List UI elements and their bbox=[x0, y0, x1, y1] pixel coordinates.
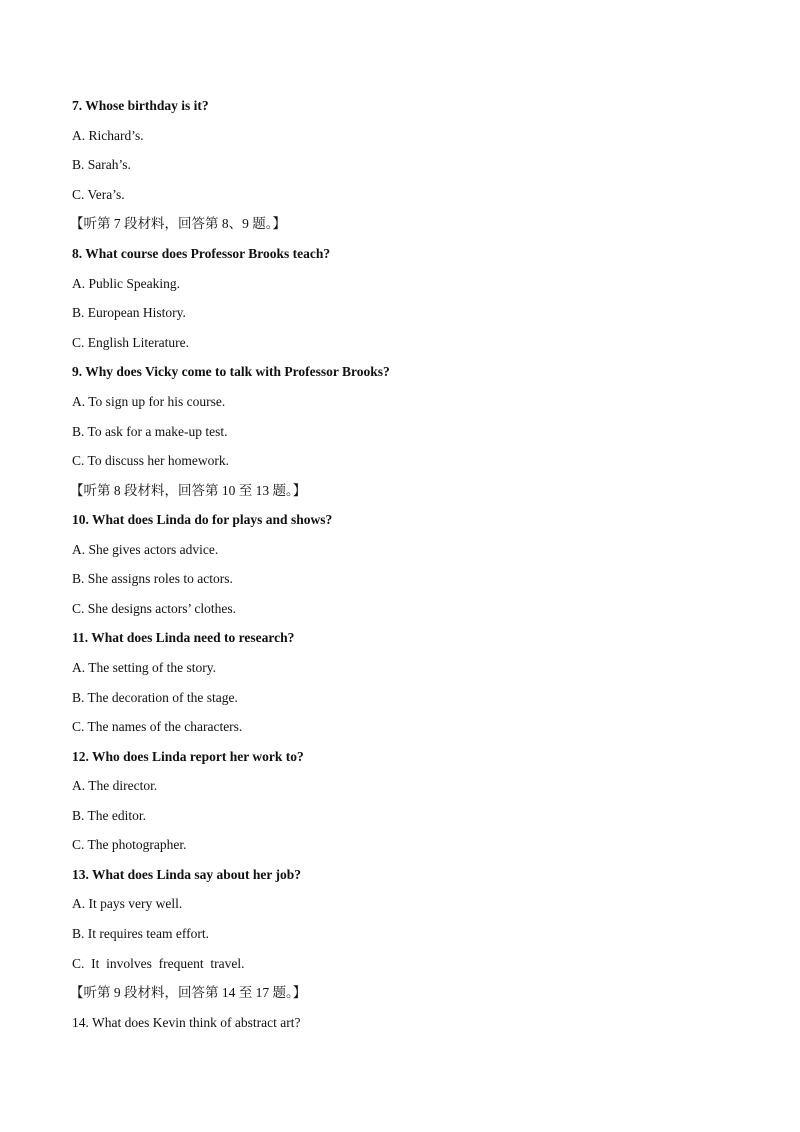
section-heading-9: 【听第 9 段材料，回答第 14 至 17 题。】 bbox=[70, 985, 307, 1000]
option-13c: C. It involves frequent travel. bbox=[72, 956, 245, 971]
option-13a: A. It pays very well. bbox=[72, 896, 183, 911]
option-8c: C. English Literature. bbox=[72, 335, 189, 350]
question-13: 13. What does Linda say about her job? bbox=[72, 867, 302, 882]
section-heading-7: 【听第 7 段材料，回答第 8、9 题。】 bbox=[70, 216, 286, 231]
question-11: 11. What does Linda need to research? bbox=[72, 630, 295, 645]
option-12c: C. The photographer. bbox=[72, 837, 187, 852]
option-9a: A. To sign up for his course. bbox=[72, 394, 226, 409]
option-11b: B. The decoration of the stage. bbox=[72, 690, 238, 705]
question-8: 8. What course does Professor Brooks teach? bbox=[72, 246, 331, 261]
option-12b: B. The editor. bbox=[72, 808, 146, 823]
question-10: 10. What does Linda do for plays and shows? bbox=[72, 512, 333, 527]
option-7c: C. Vera’s. bbox=[72, 187, 125, 202]
option-10b: B. She assigns roles to actors. bbox=[72, 571, 233, 586]
section-heading-8: 【听第 8 段材料，回答第 10 至 13 题。】 bbox=[70, 483, 307, 498]
question-9: 9. Why does Vicky come to talk with Professor Brooks? bbox=[72, 364, 390, 379]
option-13b: B. It requires team effort. bbox=[72, 926, 209, 941]
option-12a: A. The director. bbox=[72, 778, 158, 793]
option-8a: A. Public Speaking. bbox=[72, 276, 180, 291]
question-12: 12. Who does Linda report her work to? bbox=[72, 749, 304, 764]
option-7b: B. Sarah’s. bbox=[72, 157, 131, 172]
option-7a: A. Richard’s. bbox=[72, 128, 144, 143]
option-8b: B. European History. bbox=[72, 305, 186, 320]
option-11a: A. The setting of the story. bbox=[72, 660, 216, 675]
option-10c: C. She designs actors’ clothes. bbox=[72, 601, 236, 616]
option-9c: C. To discuss her homework. bbox=[72, 453, 230, 468]
option-10a: A. She gives actors advice. bbox=[72, 542, 219, 557]
option-9b: B. To ask for a make-up test. bbox=[72, 424, 228, 439]
option-11c: C. The names of the characters. bbox=[72, 719, 243, 734]
question-14: 14. What does Kevin think of abstract art? bbox=[72, 1015, 301, 1030]
question-7: 7. Whose birthday is it? bbox=[72, 98, 209, 113]
